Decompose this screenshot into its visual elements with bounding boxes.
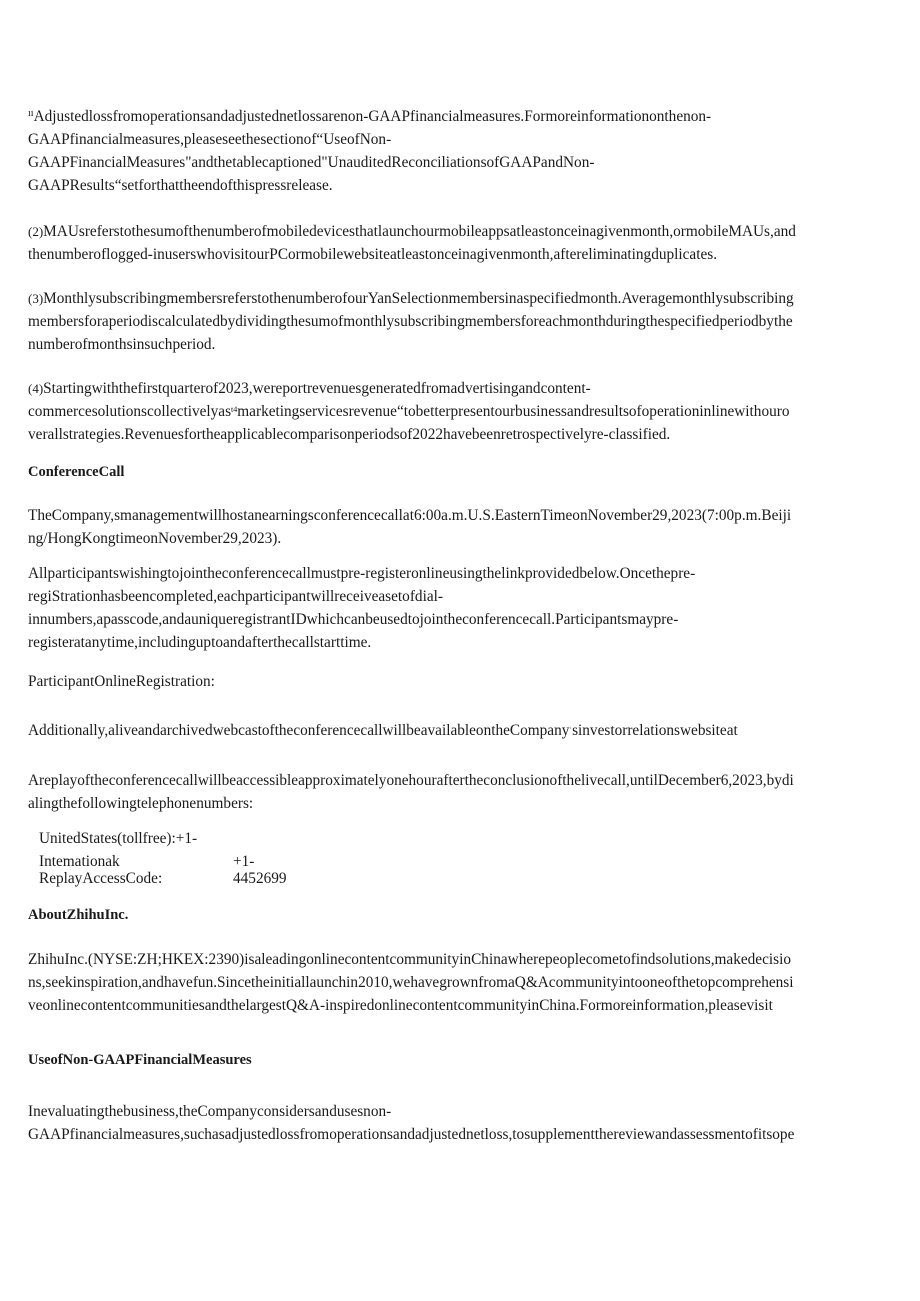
paragraph-line: regiStrationhasbeencompleted,eachparticipantwillreceiveasetofdial-	[28, 588, 443, 605]
replay-paragraph	[28, 769, 888, 815]
dial-in-label: Intemationak	[39, 853, 120, 870]
paragraph-line: Inevaluatingthebusiness,theCompanyconsidersandusesnon-	[28, 1103, 392, 1120]
footnote-1-line: Adjustedlossfromoperationsandadjustednetlossarenon-GAAPfinancialmeasures.Formoreinformationonthenon-	[33, 108, 712, 125]
footnote-2-line: MAUsreferstothesumofthenumberofmobiledevicesthatlaunchourmobileappsatleastonceinagivenmonth,ormobileMAUs,and	[43, 223, 796, 240]
webcast-paragraph	[28, 719, 888, 742]
webcast-text: Additionally,aliveandarchivedwebcastoftheconferencecallwillbeavailableontheCompany	[28, 722, 570, 739]
footnote-1	[28, 105, 888, 197]
paragraph-line: Allparticipantswishingtojointheconferencecallmustpre-registeronlineusingthelinkprovidedbelow.Oncethepre-	[28, 565, 696, 582]
dial-in-row	[39, 829, 888, 849]
paragraph-line: TheCompany,smanagementwillhostanearningsconferencecallat6:00a.m.U.S.EasternTimeonNovember29,2023(7:00p.m.Beiji	[28, 507, 792, 524]
footnote-2-line: thenumberoflogged-inuserswhovisitourPCormobilewebsiteatleastonceinagivenmonth,aftereliminatingduplicates.	[28, 246, 718, 263]
dial-in-table	[39, 829, 888, 887]
paragraph-line: innumbers,apasscode,andauniqueregistrantIDwhichcanbeusedtojointheconferencecall.Participantsmaypre-	[28, 611, 679, 628]
footnote-3	[28, 287, 888, 356]
about-heading: AboutZhihuInc.	[28, 907, 129, 923]
footnote-4-text: commercesolutionscollectivelyas	[28, 403, 232, 420]
footnote-3-line: MonthlysubscribingmembersreferstothenumberofourYanSelectionmembersinaspecifiedmonth.Averagemonthlysubscribing	[43, 290, 794, 307]
footnote-1-line: GAAPFinancialMeasures"andthetablecaptioned"UnauditedReconciliationsofGAAPandNon-	[28, 154, 595, 171]
footnote-1-line: GAAPResults“setforthattheendofthispressrelease.	[28, 177, 333, 194]
dial-in-row	[39, 870, 888, 887]
apostrophe-mark: ·	[569, 724, 573, 733]
paragraph-line: Areplayoftheconferencecallwillbeaccessibleapproximatelyonehouraftertheconclusionofthelivecall,untilDecember6,2023,bydi	[28, 772, 794, 789]
footnote-4-line: verallstrategies.Revenuesfortheapplicablecomparisonperiodsof2022havebeenretrospectivelyre-classified.	[28, 426, 671, 443]
paragraph-line: ns,seekinspiration,andhavefun.Sincetheinitiallaunchin2010,wehavegrownfromaQ&Acommunityintooneofthetopcomprehensi	[28, 974, 794, 991]
footnote-3-line: membersforaperiodiscalculatedbydividingthesumofmonthlysubscribingmembersforeachmonthduringthespecifiedperiodbythe	[28, 313, 793, 330]
footnote-4-text: marketingservicesrevenue“tobetterpresentourbusinessandresultsofoperationinlinewithouro	[237, 403, 790, 420]
footnote-1-marker: ıı	[28, 108, 34, 119]
paragraph-line: ng/HongKongtimeonNovember29,2023).	[28, 530, 282, 547]
about-paragraph	[28, 948, 888, 1017]
paragraph-line: ZhihuInc.(NYSE:ZH;HKEX:2390)isaleadingonlinecontentcommunityinChinawherepeoplecometofindsolutions,makedecisio	[28, 951, 791, 968]
footnote-1-line: GAAPfinancialmeasures,pleaseseethesectionof“UseofNon-	[28, 131, 392, 148]
dial-in-label: ReplayAccessCode:	[39, 870, 163, 887]
paragraph-line: GAAPfinancialmeasures,suchasadjustedlossfromoperationsandadjustednetloss,tosupplementthereviewandassessmentofitsope	[28, 1126, 795, 1143]
conference-call-paragraph	[28, 504, 888, 550]
footnote-4-marker: (4)	[28, 381, 44, 396]
footnote-3-line: numberofmonthsinsuchperiod.	[28, 336, 216, 353]
non-gaap-heading: UseofNon-GAAPFinancialMeasures	[28, 1052, 252, 1068]
conference-call-heading: ConferenceCall	[28, 464, 125, 480]
non-gaap-paragraph	[28, 1100, 888, 1146]
footnote-2-marker: (2)	[28, 224, 44, 239]
registration-label: ParticipantOnlineRegistration:	[28, 673, 215, 690]
dial-in-label: UnitedStates(tollfree):+1-	[39, 830, 198, 847]
press-release-page	[28, 105, 888, 1146]
registration-paragraph	[28, 562, 888, 654]
paragraph-line: veonlinecontentcommunitiesandthelargestQ&A-inspiredonlinecontentcommunityinChina.Formoreinformation,pleasevisit	[28, 997, 773, 1014]
footnote-4-sup: t4	[231, 405, 238, 414]
dial-in-row	[39, 853, 888, 870]
paragraph-line: alingthefollowingtelephonenumbers:	[28, 795, 254, 812]
dial-in-value: 4452699	[233, 870, 287, 887]
footnote-4-line: Startingwiththefirstquarterof2023,wereportrevenuesgeneratedfromadvertisingandcontent-	[43, 380, 591, 397]
paragraph-line: registeratanytime,includinguptoandafterthecallstarttime.	[28, 634, 372, 651]
footnote-3-marker: (3)	[28, 291, 44, 306]
webcast-text: sinvestorrelationswebsiteat	[572, 722, 738, 739]
dial-in-value: +1-	[233, 853, 255, 870]
footnote-4	[28, 377, 888, 446]
footnote-2	[28, 220, 888, 266]
